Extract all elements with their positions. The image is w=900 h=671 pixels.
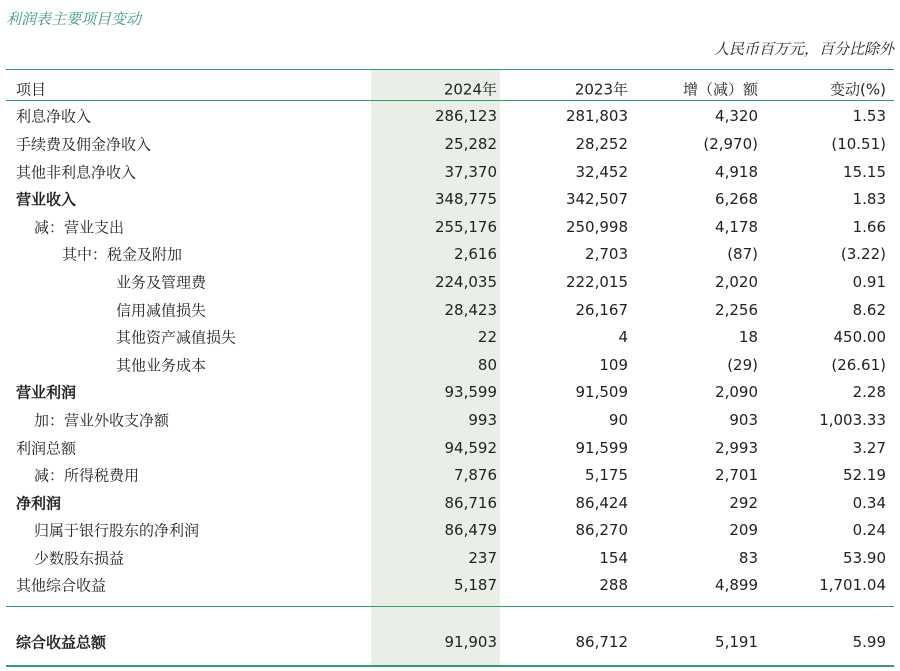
total-pct: 5.99 xyxy=(852,633,886,652)
value-2023: 26,167 xyxy=(575,300,628,319)
value-change: 2,256 xyxy=(715,300,758,319)
total-label: 综合收益总额 xyxy=(16,633,107,652)
row-label: 信用减值损失 xyxy=(116,301,207,320)
value-change: (29) xyxy=(727,355,758,374)
value-pct: 0.34 xyxy=(852,493,886,512)
table-row xyxy=(6,351,894,379)
table-row xyxy=(6,489,894,517)
value-change: 209 xyxy=(729,521,758,540)
row-label: 利润总额 xyxy=(16,439,77,458)
row-label: 其他资产减值损失 xyxy=(116,328,237,347)
value-2023: 91,599 xyxy=(575,438,628,457)
value-2024: 28,423 xyxy=(444,300,497,319)
row-label: 其他非利息净收入 xyxy=(16,163,137,182)
row-label: 其他综合收益 xyxy=(16,576,107,595)
table-row xyxy=(6,130,894,158)
value-2024: 7,876 xyxy=(454,466,497,485)
header-2023: 2023年 xyxy=(574,80,628,99)
table-row xyxy=(6,323,894,351)
value-2024: 93,599 xyxy=(444,383,497,402)
value-2023: 90 xyxy=(608,410,628,429)
table-row xyxy=(6,517,894,545)
value-change: 2,993 xyxy=(715,438,758,457)
value-2023: 86,424 xyxy=(575,493,628,512)
value-2023: 281,803 xyxy=(565,107,628,126)
table-row xyxy=(6,185,894,213)
value-pct: 1.53 xyxy=(852,107,886,126)
value-2024: 22 xyxy=(477,328,497,347)
value-pct: 1.83 xyxy=(852,190,886,209)
table-row xyxy=(6,544,894,572)
table-row xyxy=(6,296,894,324)
value-change: 903 xyxy=(729,410,758,429)
total-2023: 86,712 xyxy=(575,633,628,652)
value-change: 2,701 xyxy=(715,466,758,485)
value-2023: 154 xyxy=(599,548,628,567)
value-2023: 250,998 xyxy=(565,217,628,236)
value-pct: (10.51) xyxy=(831,134,886,153)
table-row xyxy=(6,268,894,296)
value-2024: 224,035 xyxy=(434,272,497,291)
value-2024: 86,716 xyxy=(444,493,497,512)
table-row xyxy=(6,241,894,269)
value-2024: 255,176 xyxy=(434,217,497,236)
value-pct: 15.15 xyxy=(843,162,886,181)
value-change: 4,899 xyxy=(715,576,758,595)
table-row xyxy=(6,379,894,407)
row-label: 减：营业支出 xyxy=(34,218,125,237)
value-pct: 450.00 xyxy=(833,328,886,347)
value-2024: 286,123 xyxy=(434,107,497,126)
header-change: 增（减）额 xyxy=(682,80,758,99)
row-label: 其他业务成本 xyxy=(116,356,207,375)
value-2024: 80 xyxy=(477,355,497,374)
table-row xyxy=(6,103,894,131)
value-pct: (3.22) xyxy=(840,245,886,264)
value-change: 4,178 xyxy=(715,217,758,236)
row-label: 业务及管理费 xyxy=(116,273,207,292)
value-2024: 237 xyxy=(468,548,497,567)
table-row xyxy=(6,406,894,434)
value-pct: 0.24 xyxy=(852,521,886,540)
value-2024: 86,479 xyxy=(444,521,497,540)
row-label: 净利润 xyxy=(16,494,62,513)
value-2024: 5,187 xyxy=(454,576,497,595)
row-label: 其中：税金及附加 xyxy=(62,245,183,264)
header-pct: 变动(%) xyxy=(830,80,886,99)
table-row xyxy=(6,572,894,600)
value-change: 83 xyxy=(738,548,758,567)
value-pct: 52.19 xyxy=(843,466,886,485)
value-2023: 28,252 xyxy=(575,134,628,153)
table-top-rule xyxy=(6,69,894,70)
value-2023: 5,175 xyxy=(585,466,628,485)
value-2023: 4 xyxy=(618,328,628,347)
header-item: 项目 xyxy=(16,80,47,99)
value-2024: 2,616 xyxy=(454,245,497,264)
table-header-row xyxy=(6,75,894,103)
table-row xyxy=(6,461,894,489)
value-2024: 993 xyxy=(468,410,497,429)
value-pct: 3.27 xyxy=(852,438,886,457)
value-pct: 1,701.04 xyxy=(819,576,886,595)
section-title: 利润表主要项目变动 xyxy=(6,10,142,28)
value-2023: 2,703 xyxy=(585,245,628,264)
value-change: 2,090 xyxy=(715,383,758,402)
total-2024: 91,903 xyxy=(444,633,497,652)
table-row xyxy=(6,434,894,462)
row-label: 归属于银行股东的净利润 xyxy=(34,521,200,540)
row-label: 利息净收入 xyxy=(16,107,92,126)
row-label: 加：营业外收支净额 xyxy=(34,411,170,430)
value-2023: 222,015 xyxy=(565,272,628,291)
value-2024: 94,592 xyxy=(444,438,497,457)
row-label: 少数股东损益 xyxy=(34,549,125,568)
value-change: 4,918 xyxy=(715,162,758,181)
row-label: 营业收入 xyxy=(16,190,77,209)
value-2023: 288 xyxy=(599,576,628,595)
value-change: (87) xyxy=(727,245,758,264)
table-body xyxy=(6,103,894,600)
value-2023: 109 xyxy=(599,355,628,374)
value-2024: 37,370 xyxy=(444,162,497,181)
table-row xyxy=(6,213,894,241)
total-change: 5,191 xyxy=(715,633,758,652)
value-pct: 8.62 xyxy=(852,300,886,319)
row-label: 手续费及佣金净收入 xyxy=(16,135,152,154)
value-2023: 91,509 xyxy=(575,383,628,402)
value-pct: (26.61) xyxy=(831,355,886,374)
value-change: 6,268 xyxy=(715,190,758,209)
value-change: (2,970) xyxy=(703,134,758,153)
value-change: 18 xyxy=(738,328,758,347)
value-pct: 1,003.33 xyxy=(819,410,886,429)
unit-note: 人民币百万元，百分比除外 xyxy=(713,40,894,58)
value-change: 4,320 xyxy=(715,107,758,126)
value-2024: 25,282 xyxy=(444,134,497,153)
table-bottom-rule xyxy=(6,665,894,667)
income-statement-table xyxy=(6,75,894,660)
total-row xyxy=(6,624,894,660)
value-pct: 1.66 xyxy=(852,217,886,236)
value-pct: 2.28 xyxy=(852,383,886,402)
value-pct: 53.90 xyxy=(843,548,886,567)
row-label: 营业利润 xyxy=(16,383,77,402)
header-2024: 2024年 xyxy=(443,80,497,99)
value-2023: 342,507 xyxy=(565,190,628,209)
row-label: 减：所得税费用 xyxy=(34,466,140,485)
value-pct: 0.91 xyxy=(852,272,886,291)
value-change: 2,020 xyxy=(715,272,758,291)
table-row xyxy=(6,158,894,186)
value-change: 292 xyxy=(729,493,758,512)
value-2023: 86,270 xyxy=(575,521,628,540)
value-2023: 32,452 xyxy=(575,162,628,181)
value-2024: 348,775 xyxy=(434,190,497,209)
